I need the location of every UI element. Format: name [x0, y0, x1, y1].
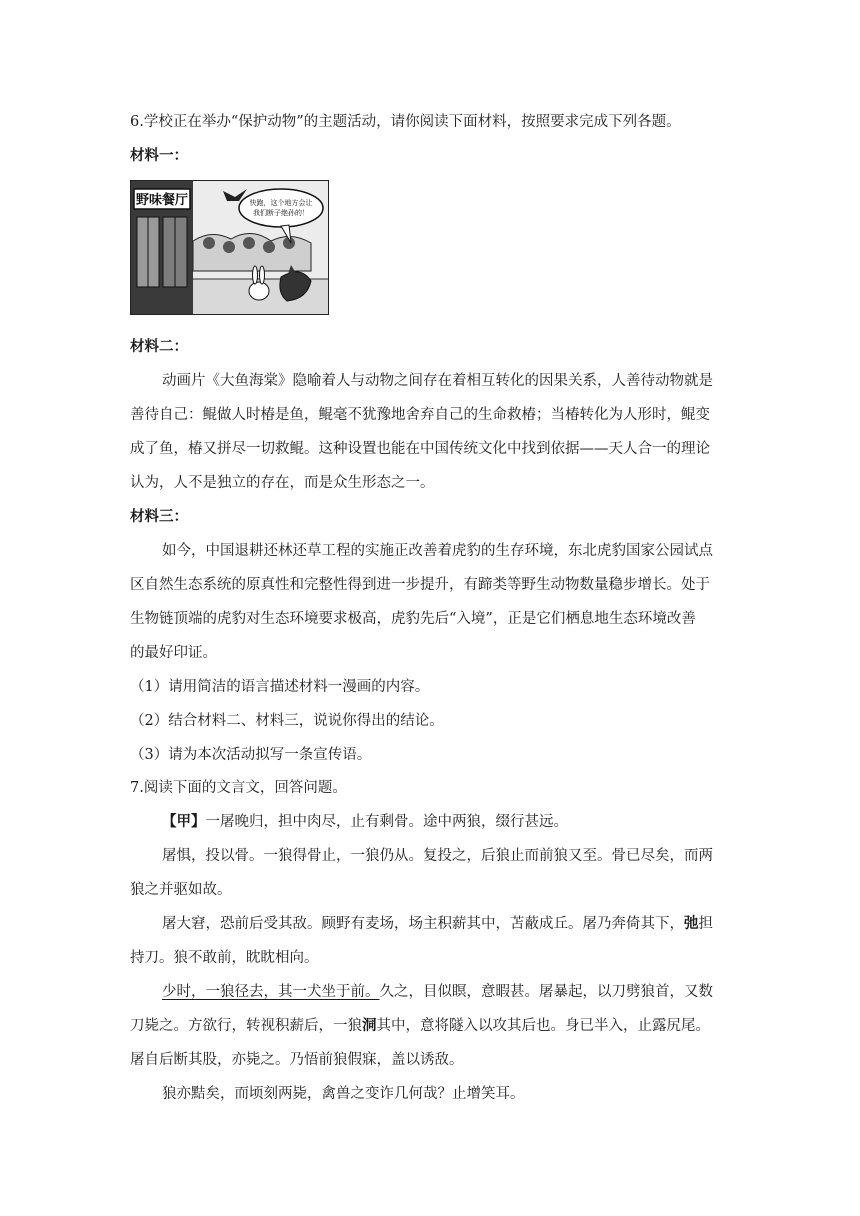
q7-para-4-line-1: [162, 982, 762, 1002]
q7-para-4-rest: 久之，目似瞑，意暇甚。屠暴起，以刀劈狼首，又数: [379, 984, 713, 1000]
bubble-line-1: 快跑，这个地方会让: [249, 199, 313, 207]
question-2: （2）结合材料二、材料三，说说你得出的结论。: [130, 713, 444, 729]
q7-para-3-text-a: 屠大窘，恐前后受其敌。顾野有麦场，场主积薪其中，苫蔽成丘。屠乃奔倚其下，: [162, 916, 684, 932]
q7-para-2-line-2: 狼之并驱如故。: [130, 882, 232, 898]
q7-underlined-sentence: 少时，一狼径去，其一犬坐于前。: [162, 984, 380, 1000]
q7-intro: 7.阅读下面的文言文，回答问题。: [130, 780, 347, 796]
m2-line-1: 动画片《大鱼海棠》隐喻着人与动物之间存在着相互转化的因果关系，人善待动物就是: [162, 373, 713, 389]
q7-para-4-line-2: [130, 1016, 730, 1036]
q7-para-3-line-1: [162, 914, 762, 934]
q7-para-1: [162, 812, 762, 832]
bubble-line-2: 我们断子绝孙的！: [253, 209, 309, 217]
m2-line-3: 成了鱼，椿又拼尽一切救鲲。这种设置也能在中国传统文化中找到依据——天人合一的理论: [130, 441, 710, 457]
m2-line-4: 认为，人不是独立的存在，而是众生形态之一。: [130, 475, 435, 491]
q7-para-2-line-1: 屠惧，投以骨。一狼得骨止，一狼仍从。复投之，后狼止而前狼又至。骨已尽矣，而两: [162, 848, 713, 864]
m3-line-1: 如今，中国退耕还林还草工程的实施正改善着虎豹的生存环境，东北虎豹国家公园试点: [162, 543, 713, 559]
material-2-label: 材料二：: [130, 338, 188, 355]
m2-line-2: 善待自己：鲲做人时椿是鱼，鲲毫不犹豫地舍弃自己的生命救椿；当椿转化为人形时，鲲变: [130, 407, 710, 423]
m3-line-4: 的最好印证。: [130, 645, 217, 661]
q6-intro: 6.学校正在举办“保护动物”的主题活动，请你阅读下面材料，按照要求完成下列各题。: [130, 114, 681, 130]
jia-label: 【甲】: [162, 813, 206, 830]
cartoon-illustration: [131, 181, 328, 314]
q7-para-5: 狼亦黠矣，而顷刻两毙，禽兽之变诈几何哉？止增笑耳。: [162, 1086, 525, 1102]
m3-line-2: 区自然生态系统的原真性和完整性得到进一步提升，有蹄类等野生动物数量稳步增长。处于: [130, 577, 710, 593]
cartoon-image: [130, 180, 329, 315]
q7-para-1-text: 一屠晚归，担中肉尽，止有剩骨。途中两狼，缀行甚远。: [205, 814, 568, 830]
question-1: （1）请用简洁的语言描述材料一漫画的内容。: [130, 679, 430, 695]
q7-para-4-text-a: 刀毙之。方欲行，转视积薪后，一狼: [130, 1018, 362, 1034]
restaurant-sign-text: 野味餐厅: [135, 193, 189, 208]
m3-line-3: 生物链顶端的虎豹对生态环境要求极高，虎豹先后“入境”，正是它们栖息地生态环境改善: [130, 611, 696, 627]
q7-para-3-line-2: 持刀。狼不敢前，眈眈相向。: [130, 950, 319, 966]
q7-para-4-text-b: 其中，意将隧入以攻其后也。身已半入，止露尻尾。: [376, 1018, 710, 1034]
question-3: （3）请为本次活动拟写一条宣传语。: [130, 747, 372, 763]
q7-para-3-text-b: 担: [698, 916, 713, 932]
material-1-label: 材料一：: [130, 147, 188, 164]
q7-bold-char-dong: 洞: [362, 1017, 377, 1034]
q7-para-4-line-3: 屠自后断其股，亦毙之。乃悟前狼假寐，盖以诱敌。: [130, 1052, 464, 1068]
material-3-label: 材料三：: [130, 508, 188, 525]
q7-bold-char-chi: 弛: [684, 915, 699, 932]
